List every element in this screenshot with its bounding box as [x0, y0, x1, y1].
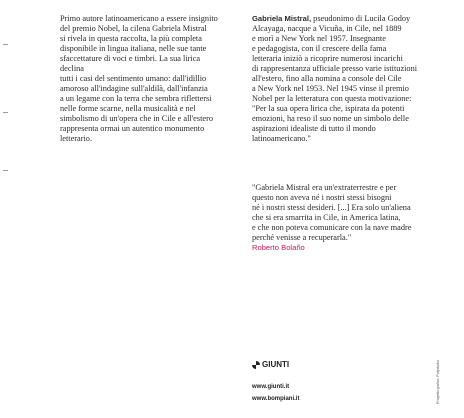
publisher-url: www.giunti.it	[252, 384, 290, 390]
bio-first-line	[252, 14, 427, 24]
bio-line: Nobel per la letteratura con questa motivazione:	[252, 94, 412, 103]
publisher-logo	[252, 360, 289, 369]
bio-line: di rappresentanza ufficiale presso varie istituzioni	[252, 64, 418, 73]
flap-line: tutti i casi del sentimento umano: dall'idillio	[60, 74, 207, 83]
fold-mark	[3, 44, 8, 45]
bio-line: emozioni, ha reso il suo nome un simbolo delle	[252, 114, 409, 123]
quote-line: e che non poteva comunicare con la nave madre	[252, 223, 412, 232]
author-name: Gabriela Mistral,	[252, 14, 312, 23]
quote-line: che si era smarrita in Cile, in America latina,	[252, 213, 401, 222]
author-bio	[252, 14, 427, 144]
publisher-name: GIUNTI	[262, 360, 290, 369]
quote-line: né i nostri stessi desideri. [...] Era solo un'aliena	[252, 203, 411, 212]
design-credit	[434, 356, 446, 404]
flap-line: del premio Nobel, la cilena Gabriela Mistral	[60, 24, 207, 33]
quote-line: "Gabriela Mistral era un'extraterrestre e per	[252, 183, 397, 192]
flap-line: si rivela in questa raccolta, la più completa	[60, 34, 202, 43]
bio-line: all'estero, fino alla nomina a console del Cile	[252, 74, 402, 83]
flap-line: sfaccettature di voci e timbri. La sua lirica declina	[60, 54, 201, 73]
bio-line: "Per la sua opera lirica che, ispirata da potenti	[252, 104, 405, 113]
flap-line: Primo autore latinoamericano a essere insignito	[60, 14, 218, 23]
bio-line: e pedagogista, con il crescere della fama	[252, 44, 387, 53]
bio-line: e morì a New York nel 1957. Insegnante	[252, 34, 386, 43]
fold-mark	[3, 112, 8, 113]
quote-line: perché venisse a recuperarla."	[252, 233, 352, 242]
flap-line: a un legame con la terra che sembra riflettersi	[60, 94, 212, 103]
bio-line: latinoamericano."	[252, 134, 311, 143]
flap-line: nelle forme scarne, nella musicalità e nel	[60, 104, 196, 113]
flap-description	[60, 14, 220, 144]
fold-mark	[3, 170, 8, 171]
quote-line: questo non aveva né i nostri stessi bisogni	[252, 193, 392, 202]
flap-line: rappresenta ormai un autentico monumento	[60, 124, 205, 133]
bio-line: aspirazioni idealiste di tutto il mondo	[252, 124, 376, 133]
design-credit-text: Progetto grafico: Polystudio	[436, 360, 440, 404]
bio-line: Alcayaga, nacque a Vicuña, in Cile, nel 1889	[252, 24, 402, 33]
flap-line: simbolismo di un'opera che in Cile e all'estero	[60, 114, 213, 123]
publisher-url: www.bompiani.it	[252, 396, 300, 402]
bio-line: a New York nel 1953. Nel 1945 vinse il premio	[252, 84, 409, 93]
flap-line: disponibile in lingua italiana, nelle sue tante	[60, 44, 207, 53]
bio-line: letteraria iniziò a ricoprire numerosi incarichi	[252, 54, 403, 63]
quote-author: Roberto Bolaño	[252, 243, 305, 252]
quote-block	[252, 183, 427, 253]
bio-line: pseudonimo di Lucila Godoy	[311, 14, 411, 23]
flap-line: amoroso all'indagine sull'aldilà, dall'infanzia	[60, 84, 208, 93]
flap-line: letterario.	[60, 134, 93, 143]
giunti-logo-icon	[252, 361, 260, 369]
